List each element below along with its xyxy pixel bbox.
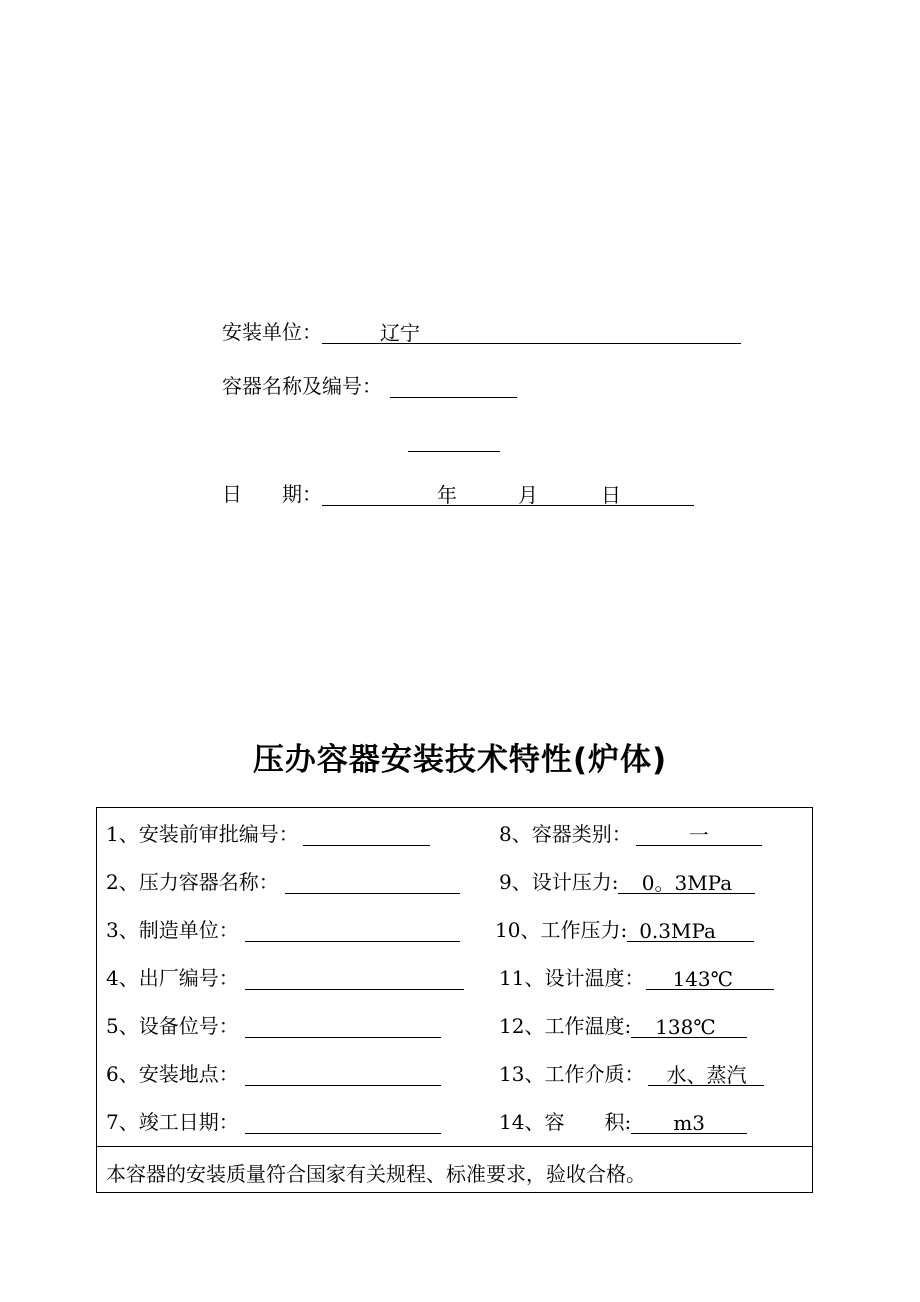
- vessel-name-value-field[interactable]: [285, 871, 460, 894]
- acceptance-statement: 本容器的安装质量符合国家有关规程、标准要求，验收合格。: [106, 1162, 646, 1186]
- completion-date-field[interactable]: [245, 1111, 441, 1134]
- spec-label: 11、设计温度：: [499, 966, 645, 990]
- date-year: 年: [437, 483, 457, 507]
- install-unit-field[interactable]: [322, 321, 741, 344]
- spec-label: 5、设备位号：: [106, 1014, 239, 1038]
- factory-no-field[interactable]: [245, 967, 464, 990]
- working-pressure-field[interactable]: [627, 919, 754, 942]
- spec-item-volume: [499, 1110, 747, 1134]
- spec-label: 6、安装地点：: [106, 1062, 239, 1086]
- date-row: [222, 482, 694, 506]
- date-month: 月: [518, 483, 538, 507]
- volume-field[interactable]: [631, 1111, 747, 1134]
- spec-item-design-temperature: [499, 966, 774, 990]
- equipment-tag-field[interactable]: [245, 1015, 441, 1038]
- spec-item-equipment-tag: [106, 1014, 441, 1038]
- acceptance-statement-row: [97, 1146, 812, 1194]
- design-pressure-field[interactable]: [618, 871, 755, 894]
- vessel-number-row: [408, 428, 500, 452]
- spec-item-vessel-category: [499, 822, 762, 846]
- spec-label: 2、压力容器名称：: [106, 870, 279, 894]
- volume-value: m3: [673, 1111, 706, 1135]
- design-temperature-value: 143℃: [672, 967, 733, 991]
- spec-item-factory-no: [106, 966, 464, 990]
- spec-item-completion-date: [106, 1110, 441, 1134]
- vessel-category-value: 一: [688, 823, 709, 847]
- design-pressure-value: 0。3MPa: [641, 871, 733, 895]
- working-medium-value: 水、蒸汽: [666, 1063, 747, 1087]
- vessel-name-label: 容器名称及编号：: [222, 374, 382, 398]
- vessel-name-row: [222, 374, 517, 398]
- spec-table: [96, 807, 813, 1193]
- spec-label: 12、工作温度:: [499, 1014, 632, 1038]
- spec-label: 14、容 积:: [499, 1110, 632, 1134]
- manufacturer-field[interactable]: [245, 919, 460, 942]
- install-unit-label: 安装单位：: [222, 320, 322, 344]
- working-temperature-value: 138℃: [655, 1015, 716, 1039]
- spec-label: 1、安装前审批编号：: [106, 822, 299, 846]
- approval-no-field[interactable]: [303, 823, 430, 846]
- spec-label: 8、容器类别：: [499, 822, 632, 846]
- spec-item-install-location: [106, 1062, 441, 1086]
- spec-label: 4、出厂编号：: [106, 966, 239, 990]
- spec-label: 7、竣工日期：: [106, 1110, 239, 1134]
- spec-label: 3、制造单位：: [106, 918, 239, 942]
- spec-item-working-pressure: [495, 918, 754, 942]
- vessel-category-field[interactable]: [636, 823, 762, 846]
- install-location-field[interactable]: [245, 1063, 441, 1086]
- vessel-number-field[interactable]: [408, 429, 500, 452]
- date-field[interactable]: [322, 483, 694, 506]
- vessel-name-field[interactable]: [390, 375, 517, 398]
- spec-item-working-medium: [499, 1062, 764, 1086]
- date-label: 日 期：: [222, 482, 322, 506]
- install-unit-value: 辽宁: [380, 321, 420, 345]
- install-unit-row: [222, 320, 741, 344]
- spec-label: 10、工作压力:: [495, 918, 628, 942]
- working-pressure-value: 0.3MPa: [639, 919, 716, 943]
- spec-label: 13、工作介质：: [499, 1062, 645, 1086]
- spec-item-working-temperature: [499, 1014, 747, 1038]
- page-title: 压办容器安装技术特性(炉体): [252, 742, 668, 778]
- date-day: 日: [601, 483, 621, 507]
- working-medium-field[interactable]: [648, 1063, 764, 1086]
- design-temperature-field[interactable]: [646, 967, 774, 990]
- spec-item-manufacturer: [106, 918, 460, 942]
- spec-item-vessel-name: [106, 870, 460, 894]
- working-temperature-field[interactable]: [631, 1015, 747, 1038]
- spec-label: 9、设计压力:: [499, 870, 619, 894]
- spec-item-approval-no: [106, 822, 430, 846]
- spec-item-design-pressure: [499, 870, 755, 894]
